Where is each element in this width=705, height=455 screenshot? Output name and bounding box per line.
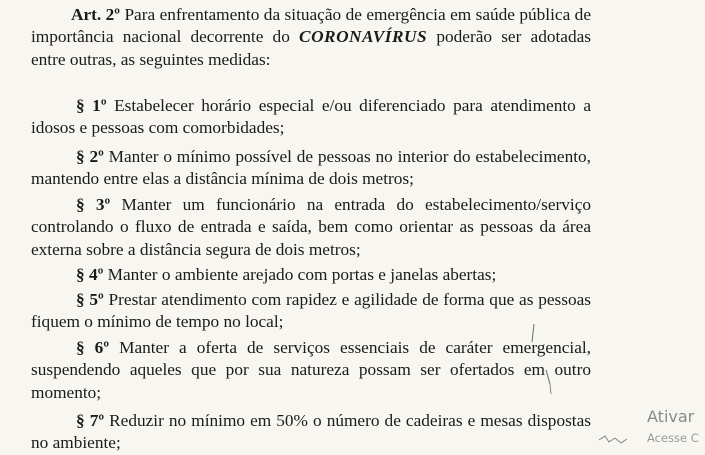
- paragraph-text: Reduzir no mínimo em 50% o número de cadeiras e mesas dispostas no ambiente;: [31, 411, 592, 453]
- article-2: [31, 4, 591, 71]
- article-text-before: Para enfrentamento da situação de emergência em saúde pública de importância nacional decorrente do: [31, 5, 591, 47]
- paragraph-3: [31, 194, 591, 261]
- paragraph-text: Manter a oferta de serviços essenciais de caráter emergencial, suspendendo aqueles que por sua natureza possam ser ofertados em outro momento;: [31, 338, 591, 402]
- paragraph-text: Estabelecer horário especial e/ou diferenciado para atendimento a idosos e pessoas com comorbidades;: [31, 96, 591, 138]
- activation-watermark-subtitle: Acesse C: [647, 431, 699, 445]
- paragraph-6: [31, 337, 591, 404]
- article-text-after: poderão ser adotadas entre outras, as seguintes medidas:: [31, 27, 592, 69]
- paragraph-label: § 4º: [76, 265, 104, 284]
- paragraph-label: § 6º: [76, 338, 110, 357]
- paragraph-text: Prestar atendimento com rapidez e agilidade de forma que as pessoas fiquem o mínimo de tempo no local;: [31, 290, 591, 332]
- paragraph-4: [31, 264, 591, 286]
- paragraph-label: § 1º: [76, 96, 107, 115]
- pen-stroke-marks: [520, 318, 580, 448]
- scribble-mark: [595, 428, 635, 450]
- paragraph-7: [31, 410, 591, 455]
- paragraph-label: § 2º: [76, 147, 104, 166]
- paragraph-1: [31, 95, 591, 140]
- article-label: Art. 2º: [71, 5, 120, 24]
- paragraph-5: [31, 289, 591, 334]
- article-keyword: CORONAVÍRUS: [299, 27, 428, 47]
- paragraph-text: Manter um funcionário na entrada do estabelecimento/serviço controlando o fluxo de entrada e saída, bem como orientar as pessoas da área externa sobre a distância segura de dois metros;: [31, 195, 592, 259]
- activation-watermark-title: Ativar: [647, 407, 695, 426]
- paragraph-2: [31, 146, 591, 191]
- paragraph-text: Manter o ambiente arejado com portas e janelas abertas;: [107, 265, 497, 284]
- paragraph-text: Manter o mínimo possível de pessoas no interior do estabelecimento, mantendo entre elas a distância mínima de dois metros;: [31, 147, 591, 189]
- paragraph-label: § 7º: [76, 411, 105, 430]
- paragraph-label: § 5º: [76, 290, 104, 309]
- paragraph-label: § 3º: [76, 195, 111, 214]
